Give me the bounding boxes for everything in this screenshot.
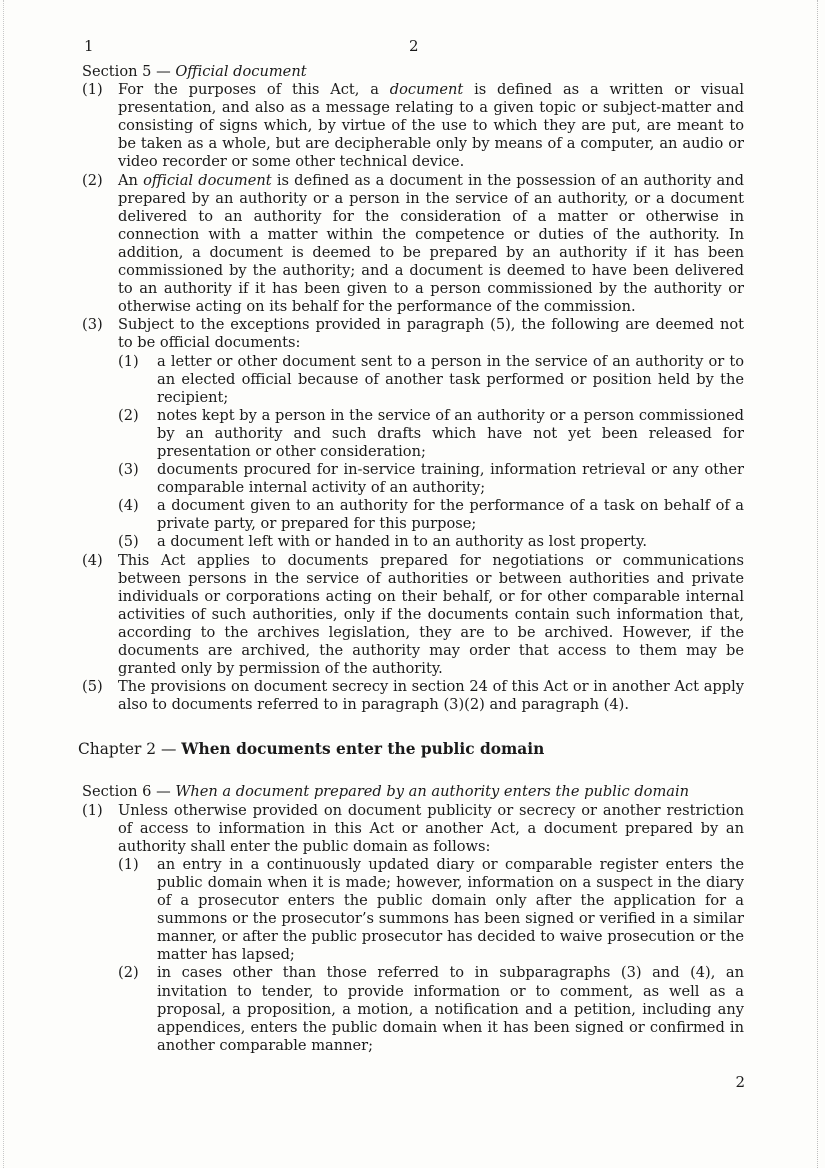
item-number: (1) xyxy=(118,352,139,370)
section-5-paragraph-3-item-5 xyxy=(82,533,744,551)
defined-term: document xyxy=(389,81,464,99)
section-5-title: Official document xyxy=(175,63,307,80)
section-5-paragraph-5 xyxy=(82,678,744,714)
paragraph-text-pre: For the purposes of this Act, a xyxy=(118,81,379,99)
header-left-number: 1 xyxy=(84,37,94,55)
paragraph-text: Subject to the exceptions provided in paragraph (5), the following are deemed not to be official documents: xyxy=(118,316,744,352)
section-5-paragraph-1 xyxy=(82,81,744,171)
chapter-2-label: Chapter 2 — xyxy=(78,740,177,759)
item-number: (5) xyxy=(118,533,139,551)
section-6-label: Section 6 — xyxy=(82,783,171,801)
scan-edge-right xyxy=(817,0,819,1168)
document-body xyxy=(78,63,745,1055)
paragraph-text-post: is defined as a written or visual presentation, and also as a message relating to a given topic or subject-matter and consisting of signs which, by virtue of the use to which they are put, are meant to be taken as a whole, but are decipherable only by means of a computer, an audio or video recorder or some other technical device. xyxy=(118,81,744,171)
item-number: (2) xyxy=(118,964,139,982)
paragraph-text: This Act applies to documents prepared for negotiations or communications between persons in the service of authorities or between authorities and private individuals or corporations acting on their behalf, or for other comparable internal activities of such authorities, only if the documents contain such information that, according to the archives legislation, they are to be archived. However, if the documents are archived, the authority may order that access to them may be granted only by permission of the authority. xyxy=(118,551,744,678)
item-text: a document left with or handed in to an authority as lost property. xyxy=(157,533,647,551)
section-5-paragraph-3-item-1 xyxy=(82,353,744,407)
section-5-paragraph-4 xyxy=(82,552,744,679)
defined-term: official document xyxy=(143,171,272,189)
item-number: (1) xyxy=(118,855,139,873)
section-5-paragraph-3-item-4 xyxy=(82,497,744,533)
section-5-heading xyxy=(82,63,744,81)
section-6-paragraph-1-item-1 xyxy=(82,856,744,965)
footer-page-number: 2 xyxy=(735,1073,745,1091)
item-text: an entry in a continuously updated diary or comparable register enters the public domain when it is made; however, information on a suspect in the diary of a prosecutor enters the public domain only after the application for a summons or the prosecutor’s summons has been signed or verified in a similar manner, or after the public prosecutor has decided to waive prosecution or the matter has lapsed; xyxy=(157,855,744,964)
scan-edge-left xyxy=(3,0,5,1168)
paragraph-text: Unless otherwise provided on document publicity or secrecy or another restriction of access to information in this Act or another Act, a document prepared by an authority shall enter the public domain as follows: xyxy=(118,801,744,855)
section-5-label: Section 5 — xyxy=(82,63,171,80)
item-text: a letter or other document sent to a person in the service of an authority or to an elected official because of another task performed or position held by the recipient; xyxy=(157,352,744,406)
chapter-2-title: When documents enter the public domain xyxy=(181,740,545,759)
item-number: (3) xyxy=(118,461,139,479)
section-6-paragraph-1 xyxy=(82,802,744,856)
section-5-paragraph-3-item-2 xyxy=(82,407,744,461)
section-5-paragraph-3 xyxy=(82,316,744,352)
paragraph-text: The provisions on document secrecy in section 24 of this Act or in another Act apply also to documents referred to in paragraph (3)(2) and paragraph (4). xyxy=(118,678,744,714)
paragraph-text-pre: An xyxy=(118,171,138,189)
paragraph-number: (3) xyxy=(82,316,103,334)
section-6-title: When a document prepared by an authority enters the public domain xyxy=(175,783,690,801)
paragraph-number: (4) xyxy=(82,551,103,569)
chapter-2-heading xyxy=(78,740,744,758)
item-text: documents procured for in-service training, information retrieval or any other comparable internal activity of an authority; xyxy=(157,461,744,497)
section-5-paragraph-3-item-3 xyxy=(82,461,744,497)
section-5-paragraph-2 xyxy=(82,172,744,317)
paragraph-number: (2) xyxy=(82,171,103,189)
paragraph-number: (1) xyxy=(82,81,103,99)
paragraph-text-post: is defined as a document in the possession of an authority and prepared by an authority or a person in the service of an authority, or a document delivered to an authority for the consideration of a matter or otherwise in connection with a matter within the competence or duties of the authority. In addition, a document is deemed to be prepared by an authority if it has been commissioned by the authority; and a document is deemed to have been delivered to an authority if it has been given to a person commissioned by the authority or otherwise acting on its behalf for the performance of the commission. xyxy=(118,171,745,316)
item-number: (2) xyxy=(118,406,139,424)
header-page-number: 2 xyxy=(409,37,419,55)
item-number: (4) xyxy=(118,497,139,515)
paragraph-number: (5) xyxy=(82,678,103,696)
section-6-heading xyxy=(82,783,744,801)
section-6-paragraph-1-item-2 xyxy=(82,964,744,1054)
item-text: in cases other than those referred to in subparagraphs (3) and (4), an invitation to tender, to provide information or to comment, as well as a proposal, a proposition, a motion, a notification and a petition, including any appendices, enters the public domain when it has been signed or confirmed in another comparable manner; xyxy=(157,964,744,1054)
item-text: notes kept by a person in the service of an authority or a person commissioned by an authority and such drafts which have not yet been released for presentation or other consideration; xyxy=(157,406,744,460)
item-text: a document given to an authority for the performance of a task on behalf of a private party, or prepared for this purpose; xyxy=(157,497,744,533)
paragraph-number: (1) xyxy=(82,801,103,819)
